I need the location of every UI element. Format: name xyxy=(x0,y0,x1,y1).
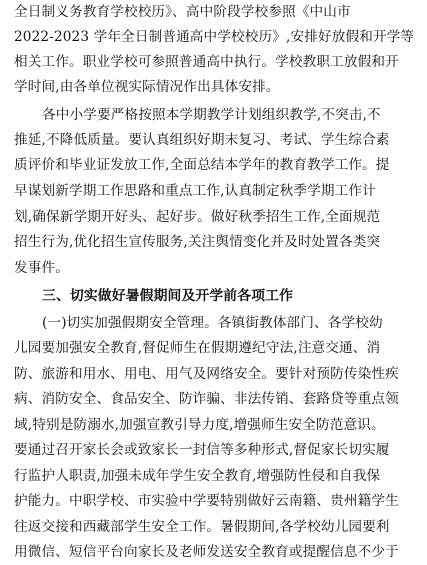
text-line-18: 要通过召开家长会或致家长一封信等多种形式,督促家长切实履 xyxy=(14,442,390,458)
text-line-8: 早谋划新学期工作思路和重点工作,认真制定秋季学期工作计 xyxy=(14,183,376,199)
text-line-4: 学时间,由各单位视实际情况作出具体安排。 xyxy=(14,79,280,95)
text-line-16: 病、消防安全、食品安全、防诈骗、非法传销、套路贷等重点领 xyxy=(14,391,399,407)
text-line-13: (一)切实加强假期安全管理。各镇街教体部门、各学校幼 xyxy=(42,315,383,331)
text-line-17: 域,特别是防溺水,加强宣教引导力度,增强师生安全防范意识。 xyxy=(14,417,385,433)
text-line-14: 儿园要加强安全教育,督促师生在假期遵纪守法,注意交通、消 xyxy=(14,340,381,356)
text-line-5: 各中小学要严格按照本学期教学计划组织教学,不突击,不 xyxy=(42,107,381,123)
text-line-6: 推延,不降低质量。要认真组织好期末复习、考试、学生综合素 xyxy=(14,132,390,148)
text-line-11: 发事件。 xyxy=(14,260,69,276)
text-line-9: 划,确保新学期开好头、起好步。做好秋季招生工作,全面规范 xyxy=(14,209,381,225)
text-line-2: 2022-2023 学年全日制普通高中学校校历》,安排好放假和开学等 xyxy=(14,29,415,45)
text-line-20: 护能力。中职学校、市实验中学要特别做好云南籍、贵州籍学生 xyxy=(14,493,399,509)
text-line-22: 用微信、短信平台向家长及老师发送安全教育或提醒信息不少于 xyxy=(14,544,399,560)
text-line-1: 全日制义务教育学校校历》、高中阶段学校参照《中山市 xyxy=(14,4,351,20)
text-line-19: 行监护人职责,加强未成年学生安全教育,增强防性侵和自我保 xyxy=(14,468,381,484)
text-line-15: 防、旅游和用水、用电、用气及网络安全。要针对预防传染性疾 xyxy=(14,366,399,382)
text-line-21: 往返交接和西藏部学生安全工作。暑假期间,各学校幼儿园要利 xyxy=(14,519,390,535)
text-line-7: 质评价和毕业证发放工作,全面总结本学年的教育教学工作。提 xyxy=(14,157,390,173)
text-line-3: 相关工作。职业学校可参照普通高中执行。学校教职工放假和开 xyxy=(14,54,399,70)
text-line-10: 招生行为,优化招生宣传服务,关注舆情变化并及时处置各类突 xyxy=(14,234,381,250)
section-heading: 三、切实做好暑假期间及开学前各项工作 xyxy=(42,288,294,304)
